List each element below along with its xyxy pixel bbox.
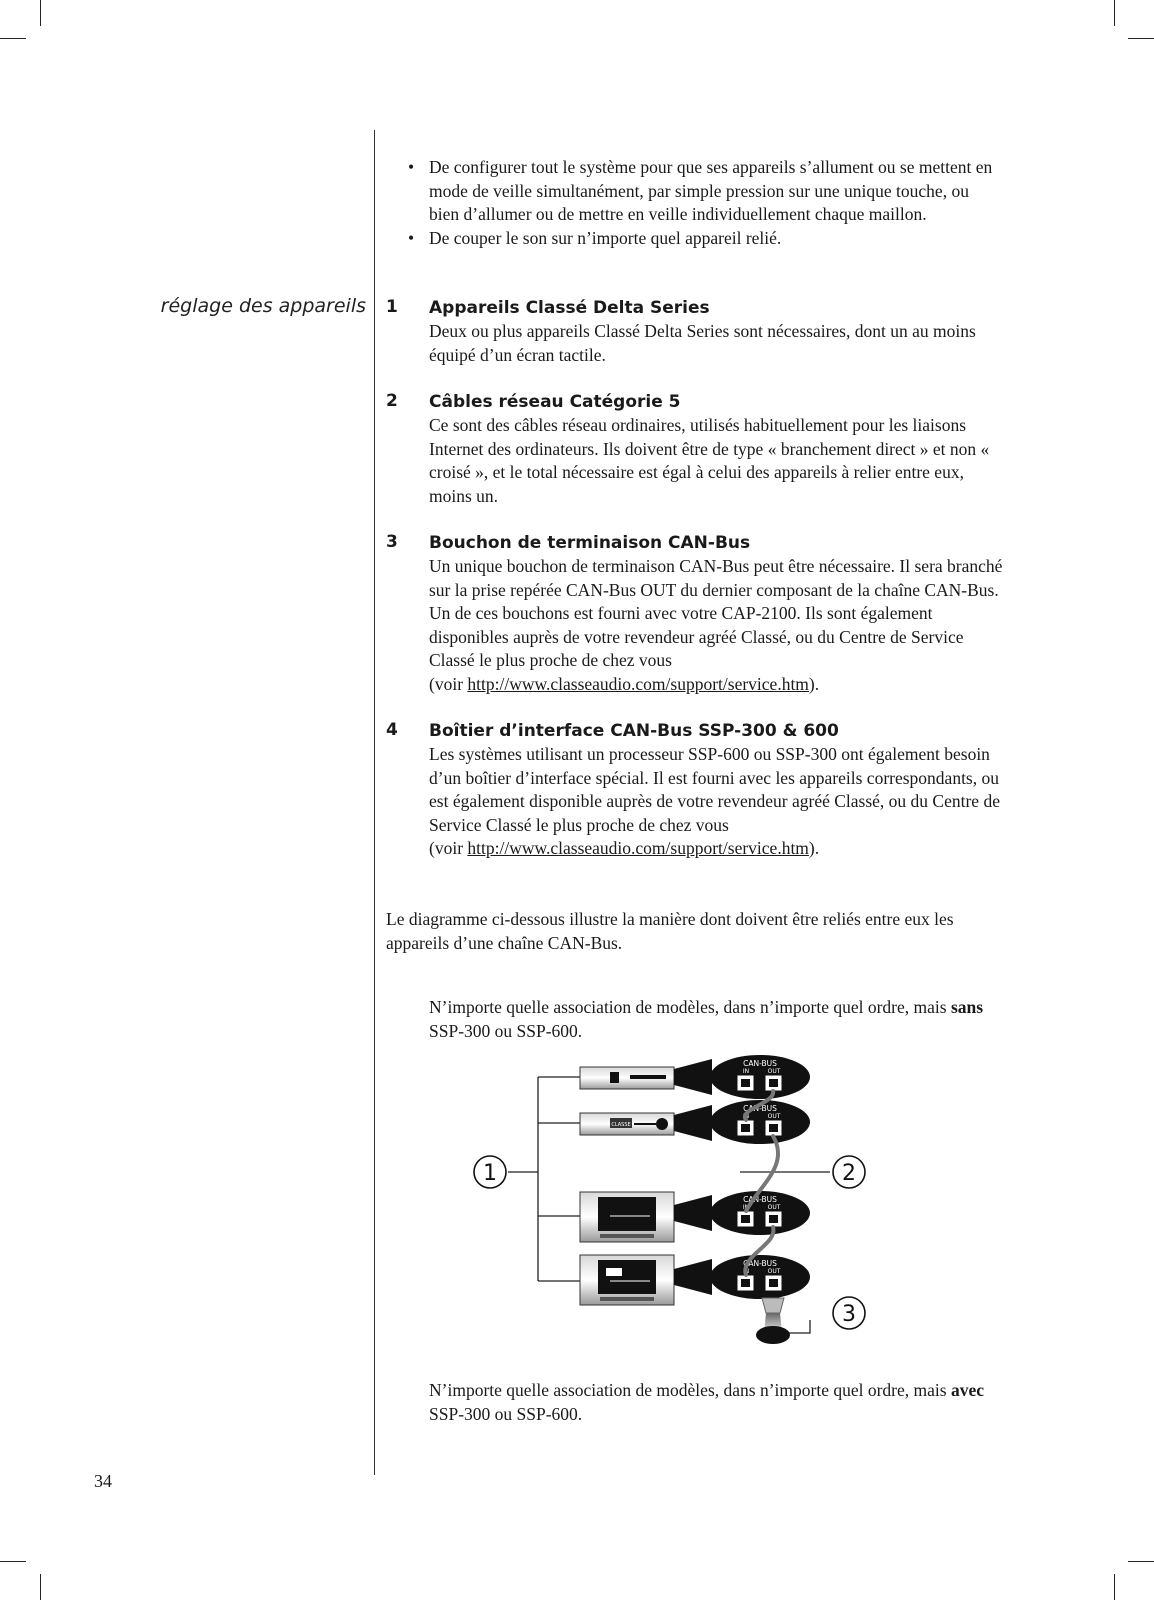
item-number: 2: [386, 391, 398, 411]
caption-without-ssp: [429, 996, 1019, 1043]
port-out-label: OUT: [767, 1204, 781, 1211]
item-title: Appareils Classé Delta Series: [429, 298, 710, 318]
bullet-dot: •: [408, 227, 415, 248]
item-body: [429, 743, 1006, 861]
crop-mark-bottom-left-h: [0, 1561, 26, 1562]
device-badge-text: CLASSE: [611, 1122, 631, 1128]
item-number: 3: [386, 532, 398, 552]
item-number: 4: [386, 720, 398, 740]
port-header-label: CAN-BUS: [743, 1195, 777, 1204]
bullet-text: De configurer tout le système pour que ses appareils s’allument ou se mettent en mode de veille simultanément, par simple pression sur une unique touche, ou bien d’allumer ou de mettre en veille individuellement chaque maillon.: [429, 157, 993, 224]
port-out-label: OUT: [767, 1113, 781, 1120]
item-title: Bouchon de terminaison CAN-Bus: [429, 533, 751, 553]
numbered-item-3: [386, 531, 1006, 696]
service-link[interactable]: http://www.classeaudio.com/support/service.htm: [467, 673, 809, 694]
column-divider: [374, 130, 375, 1475]
caption-text: SSP-300 ou SSP-600.: [429, 1403, 583, 1424]
item-body: Ce sont des câbles réseau ordinaires, utilisés habituellement pour les liaisons Internet des ordinateurs. Ils doivent être de type « branchement direct » et non « croisé », et le total nécessaire est égal à celui des appareils à relier entre eux, moins un.: [429, 415, 990, 506]
device-small-2: [580, 1113, 674, 1135]
crop-mark-top-right-v: [1114, 0, 1115, 26]
callout-number: 2: [842, 1161, 856, 1186]
bullet-item: [405, 227, 995, 251]
crop-mark-top-left-v: [40, 0, 41, 26]
bullet-dot: •: [408, 157, 415, 177]
item-title: Boîtier d’interface CAN-Bus SSP-300 & 600: [429, 721, 839, 741]
callout-2: [833, 1156, 865, 1188]
caption-bold-word: avec: [950, 1380, 984, 1400]
item-number: 1: [386, 297, 398, 317]
port-in-label: IN: [742, 1068, 750, 1075]
sidebar-label: réglage des appareils: [160, 295, 366, 317]
callout-3: [833, 1297, 865, 1329]
crop-mark-top-left-h: [0, 38, 26, 39]
caption-bold-word: sans: [950, 997, 984, 1017]
service-link[interactable]: http://www.classeaudio.com/support/service.htm: [467, 838, 809, 858]
link-prefix: (voir: [429, 838, 468, 858]
crop-mark-bottom-right-h: [1128, 1561, 1154, 1562]
can-bus-port-3: [710, 1191, 810, 1235]
page-number: 34: [94, 1471, 112, 1491]
link-suffix: ).: [808, 673, 820, 694]
port-header-label: CAN-BUS: [743, 1059, 777, 1068]
crop-mark-bottom-right-v: [1114, 1574, 1115, 1600]
item-body: Deux ou plus appareils Classé Delta Series sont nécessaires, dont un au moins équipé d’un écran tactile.: [429, 321, 976, 365]
port-header-label: CAN-BUS: [743, 1104, 777, 1113]
port-out-label: OUT: [767, 1068, 781, 1075]
can-bus-port-4: [710, 1255, 810, 1299]
callout-1: [474, 1156, 506, 1188]
numbered-item-4: [386, 719, 1006, 861]
device-small-1: [580, 1067, 674, 1089]
diagram-intro-paragraph: Le diagramme ci-dessous illustre la manière dont doivent être reliés entre eux les appareils d’une chaîne CAN-Bus.: [386, 909, 954, 953]
caption-text: N’importe quelle association de modèles, dans n’importe quel ordre, mais: [429, 1380, 951, 1400]
callout-number: 3: [842, 1302, 856, 1327]
item-title: Câbles réseau Catégorie 5: [429, 392, 681, 412]
pointer-arrows: [674, 1059, 712, 1295]
numbered-item-2: [386, 390, 1006, 508]
item-body-text: Un unique bouchon de terminaison CAN-Bus peut être nécessaire. Il sera branché sur la prise repérée CAN-Bus OUT du dernier composant de la chaîne CAN-Bus. Un de ces bouchons est fourni avec votre CAP-2100. Ils sont également disponibles auprès de votre revendeur agréé Classé, ou du Centre de Service Classé le plus proche de chez vous: [429, 556, 1003, 670]
crop-mark-top-right-h: [1128, 38, 1154, 39]
port-in-label: IN: [742, 1204, 750, 1211]
numbered-item-1: [386, 296, 1006, 367]
caption-with-ssp: [429, 1379, 1019, 1426]
port-header-label: CAN-BUS: [743, 1259, 777, 1268]
item-body-text: Les systèmes utilisant un processeur SSP-600 ou SSP-300 ont également besoin d’un boîtier d’interface spécial. Il est fourni avec les appareils correspondants, ou est également disponible auprès de votre revendeur agréé Classé, ou du Centre de Service Classé le plus proche de chez vous: [429, 744, 1000, 835]
device-large-1: [580, 1192, 674, 1242]
caption-text: SSP-300 ou SSP-600.: [429, 1020, 583, 1041]
port-in-label: IN: [742, 1113, 750, 1120]
link-prefix: (voir: [429, 673, 468, 694]
callout-number: 1: [483, 1161, 497, 1186]
can-bus-port-1: [710, 1055, 810, 1099]
port-in-label: IN: [742, 1268, 750, 1275]
bullet-text: De couper le son sur n’importe quel appareil relié.: [429, 227, 782, 248]
device-large-2: [580, 1255, 674, 1305]
link-suffix: ).: [808, 838, 820, 858]
item-body: [429, 555, 1006, 696]
bullet-item: [405, 156, 995, 227]
port-out-label: OUT: [767, 1268, 781, 1275]
caption-text: N’importe quelle association de modèles, dans n’importe quel ordre, mais: [429, 997, 951, 1017]
can-bus-diagram: [460, 1055, 900, 1355]
crop-mark-bottom-left-v: [40, 1574, 41, 1600]
terminator-plug: [756, 1298, 790, 1344]
intro-bullet-list: [405, 156, 995, 250]
